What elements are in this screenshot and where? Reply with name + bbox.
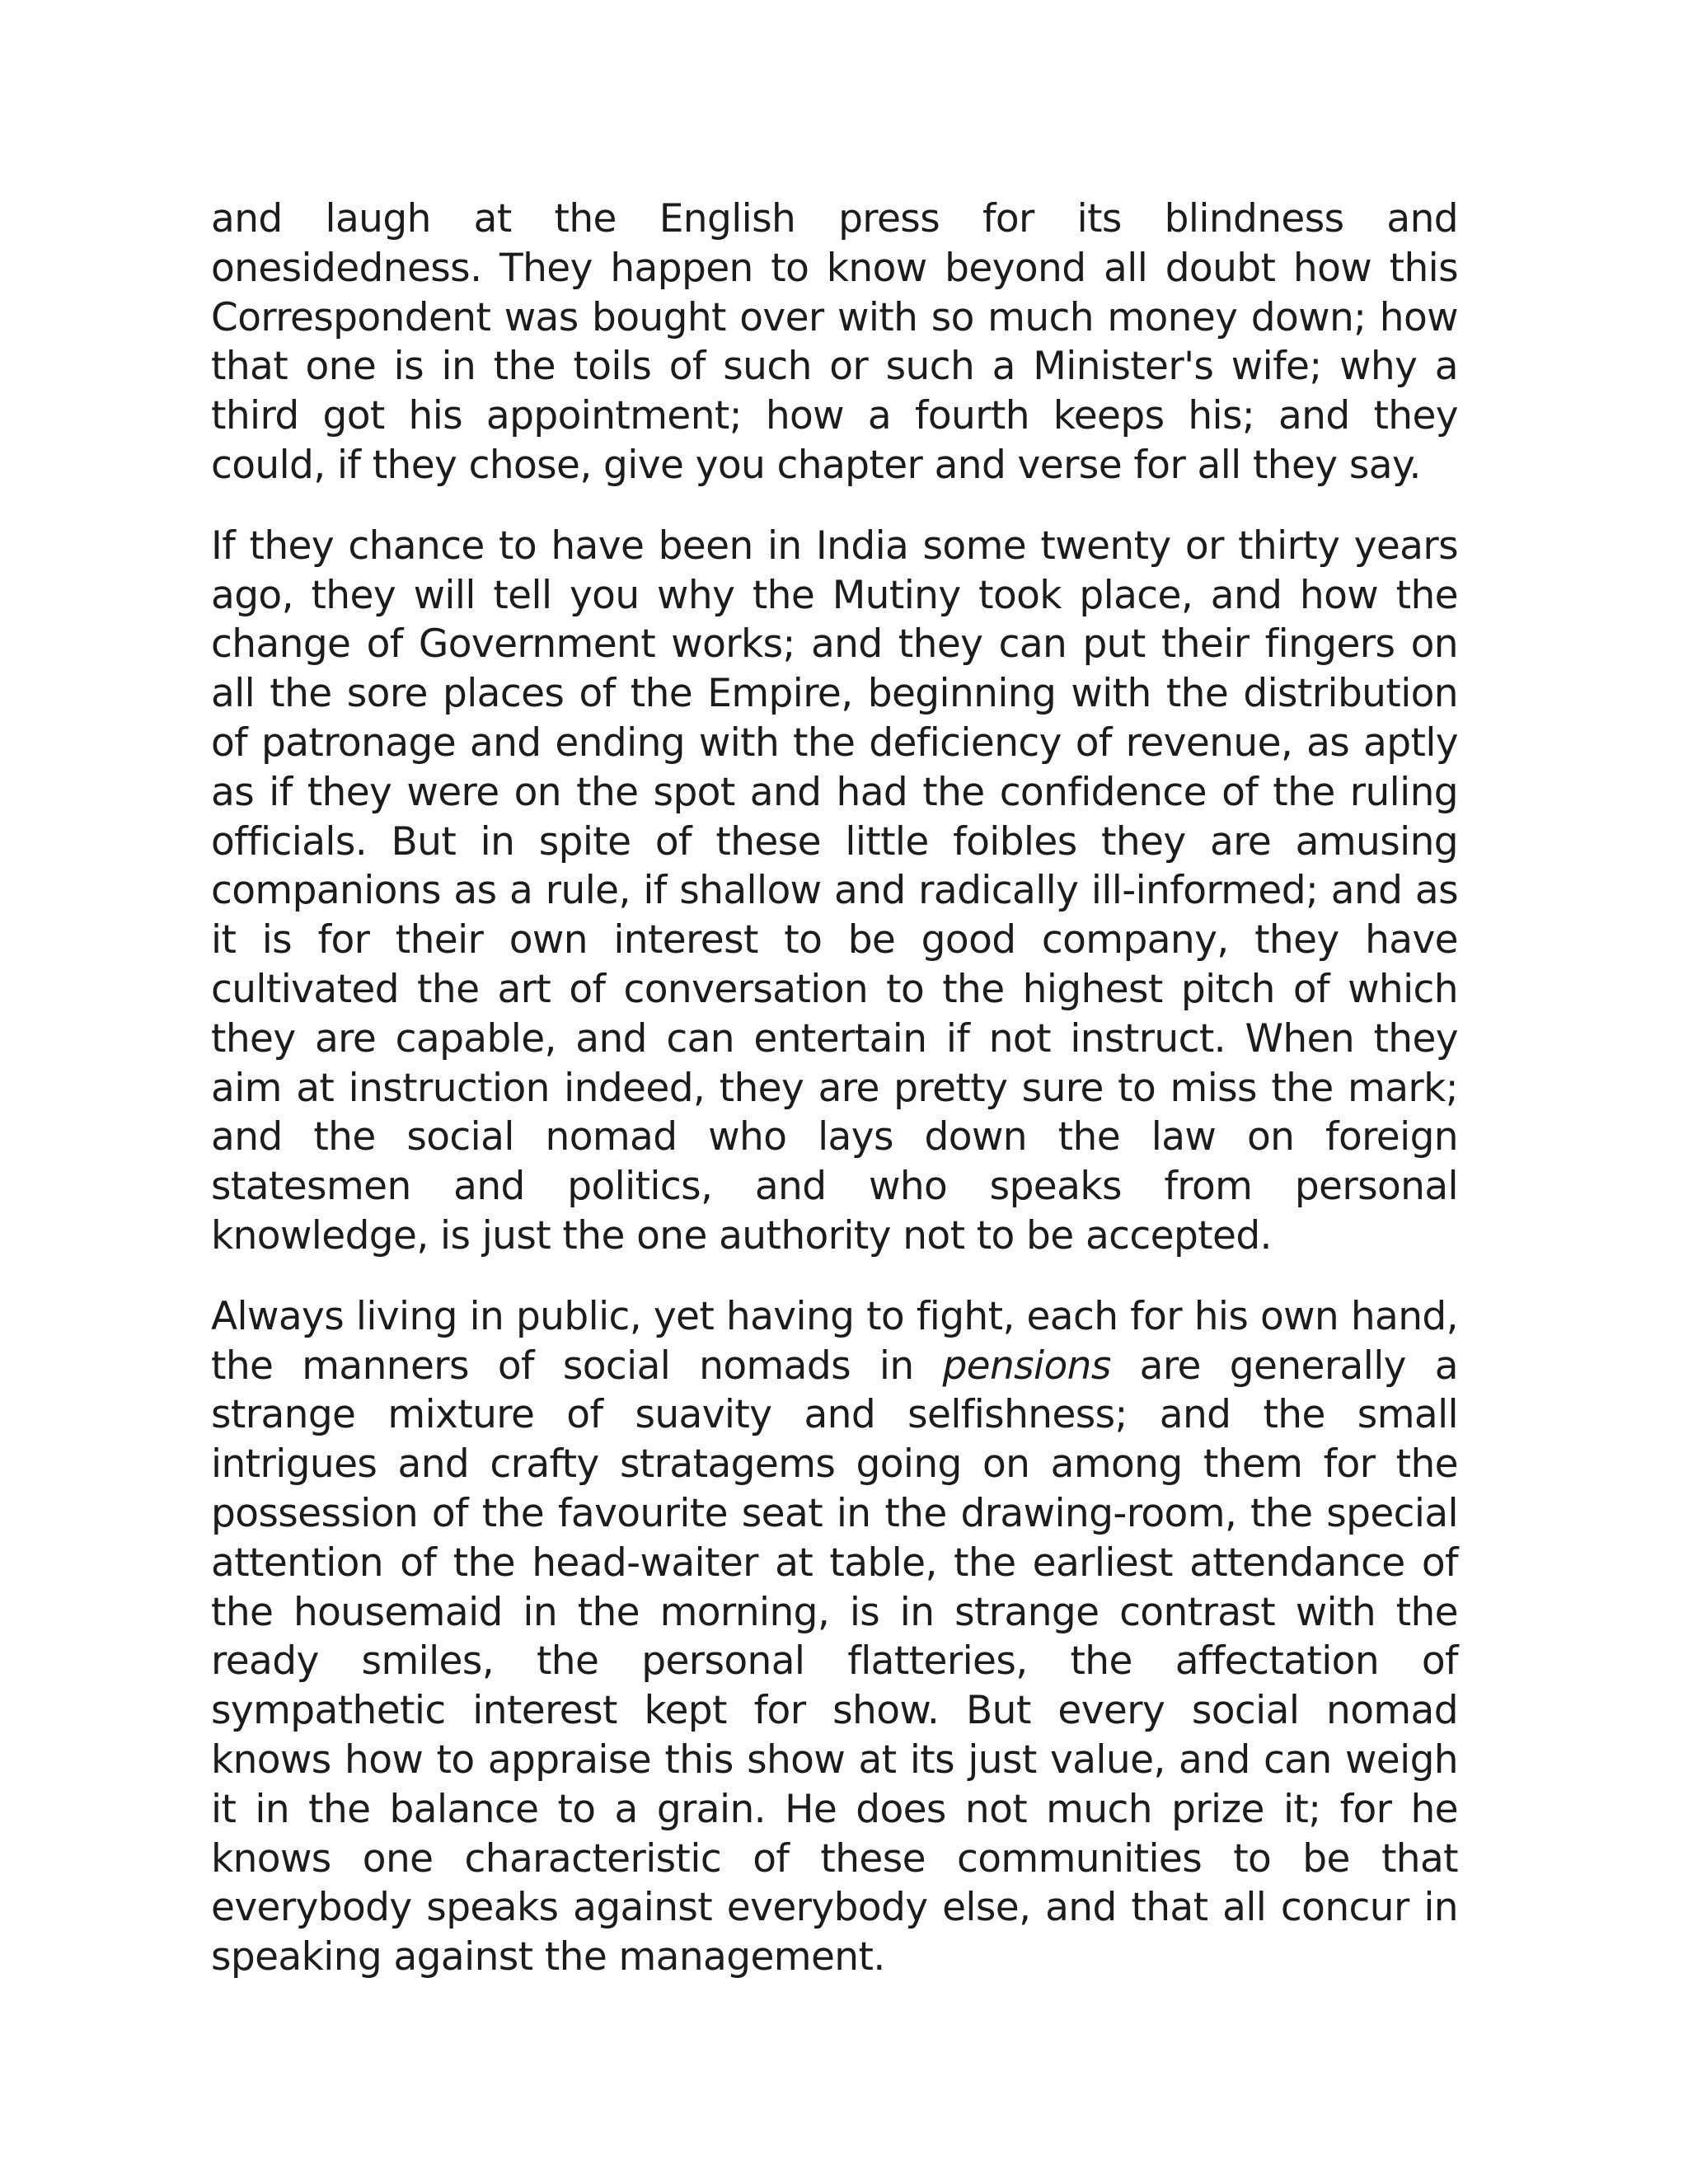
- italic-word-pensions: pensions: [942, 1343, 1111, 1389]
- paragraph-1: and laugh at the English press for its blindness and onesidedness. They happen to know beyond all doubt how this Correspondent was bought over with so much money down; how that one is in the toils of such or such a Minister's wife; why a third got his appointment; how a fourth keeps his; and they could, if they chose, give you chapter and verse for all they say.: [211, 196, 1458, 488]
- paragraph-3-text-after: are generally a strange mixture of suavity and selfishness; and the small intrigues and crafty stratagems going on among them for the possession of the favourite seat in the drawing-room, the special attention of the head-waiter at table, the earliest attendance of the housemaid in the morning, is in strange contrast with the ready smiles, the personal flatteries, the affectation of sympathetic interest kept for show. But every social nomad knows how to appraise this show at its just value, and can weigh it in the balance to a grain. He does not much prize it; for he knows one characteristic of these communities to be that everybody speaks against everybody else, and that all concur in speaking against the management.: [211, 1343, 1458, 1980]
- paragraph-2: If they chance to have been in India some twenty or thirty years ago, they will tell you why the Mutiny took place, and how the change of Government works; and they can put their fingers on all the sore places of the Empire, beginning with the distribution of patronage and ending with the deficiency of revenue, as aptly as if they were on the spot and had the confidence of the ruling officials. But in spite of these little foibles they are amusing companions as a rule, if shallow and radically ill-informed; and as it is for their own interest to be good company, they have cultivated the art of conversation to the highest pitch of which they are capable, and can entertain if not instruct. When they aim at instruction indeed, they are pretty sure to miss the mark; and the social nomad who lays down the law on foreign statesmen and politics, and who speaks from personal knowledge, is just the one authority not to be accepted.: [211, 523, 1458, 1258]
- paragraph-3: [211, 1292, 1458, 1982]
- page-body: [211, 194, 1458, 1982]
- paragraph-3-text-before: Always living in public, yet having to fight, each for his own hand, the manners of social nomads in: [211, 1293, 1458, 1389]
